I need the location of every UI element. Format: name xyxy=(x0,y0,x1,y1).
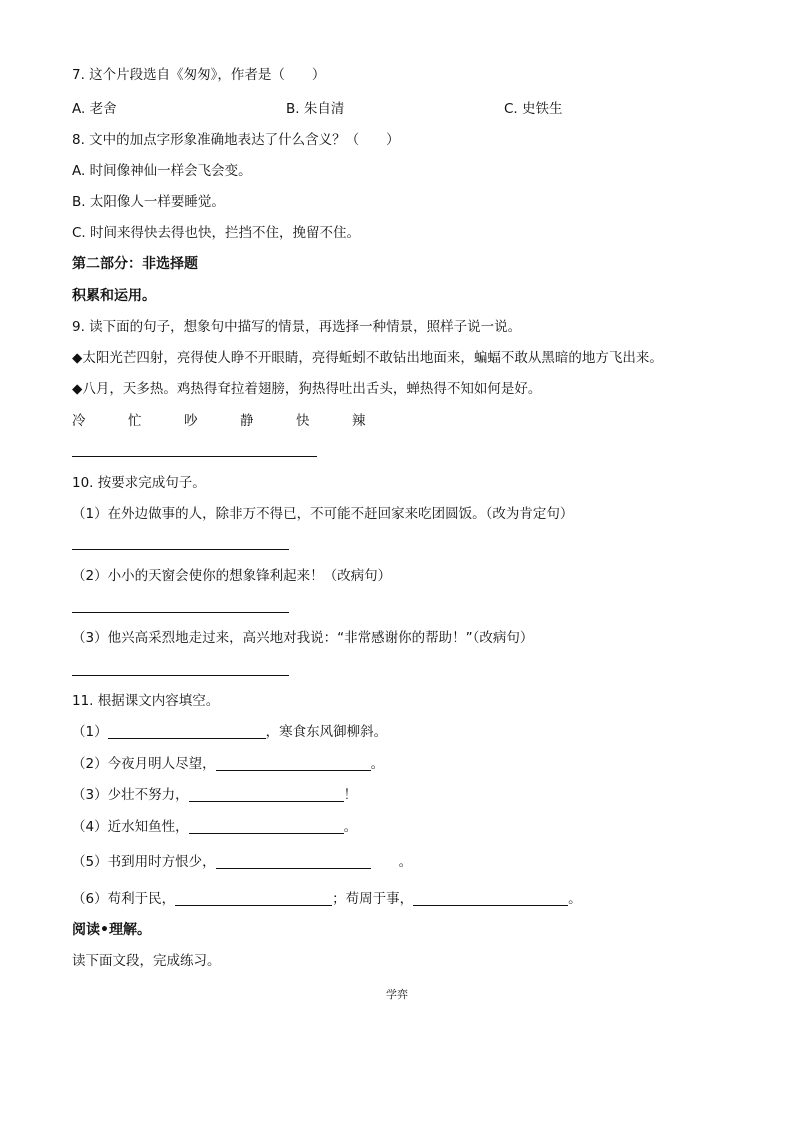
q9-word-la: 辣 xyxy=(352,413,366,429)
q11-line-2 xyxy=(72,755,384,773)
q9-word-mang: 忙 xyxy=(128,413,142,429)
q9-word-kuai: 快 xyxy=(296,413,310,429)
q8-option-c[interactable]: C. 时间来得快去得也快，拦挡不住，挽留不住。 xyxy=(72,225,361,241)
q11-blank-6a[interactable] xyxy=(175,891,332,906)
q7-stem: 7. 这个片段选自《匆匆》，作者是（ ） xyxy=(72,67,326,83)
section-jilei-title: 积累和运用。 xyxy=(72,288,156,304)
q11-line-1-suffix: ，寒食东风御柳斜。 xyxy=(265,724,388,740)
q11-blank-5[interactable] xyxy=(216,854,371,869)
q11-blank-2[interactable] xyxy=(216,756,371,771)
q10-answer-line-2[interactable] xyxy=(72,612,289,613)
q11-line-2-prefix: （2）今夜月明人尽望， xyxy=(72,756,216,772)
q7-option-a[interactable]: A. 老舍 xyxy=(72,101,117,117)
q11-line-5-suffix: 。 xyxy=(398,854,413,870)
q10-item-1: （1）在外边做事的人，除非万不得已，不可能不赶回家来吃团圆饭。（改为肯定句） xyxy=(72,506,574,522)
section-reading-title: 阅读•理解。 xyxy=(72,922,151,938)
page-footer-title: 学弈 xyxy=(386,988,408,1001)
q11-line-4-prefix: （4）近水知鱼性， xyxy=(72,819,189,835)
q7-option-c[interactable]: C. 史铁生 xyxy=(504,101,563,117)
q10-answer-line-1[interactable] xyxy=(72,549,289,550)
q11-line-6-mid: ；苟周于事， xyxy=(332,891,414,907)
section2-title: 第二部分：非选择题 xyxy=(72,256,198,272)
q8-option-a[interactable]: A. 时间像神仙一样会飞会变。 xyxy=(72,163,252,179)
q9-word-leng: 冷 xyxy=(72,413,86,429)
q8-option-b[interactable]: B. 太阳像人一样要睡觉。 xyxy=(72,194,225,210)
q9-word-chao: 吵 xyxy=(184,413,198,429)
q10-answer-line-3[interactable] xyxy=(72,675,289,676)
q10-item-3: （3）他兴高采烈地走过来，高兴地对我说：“非常感谢你的帮助！”（改病句） xyxy=(72,630,534,646)
q11-line-4-suffix: 。 xyxy=(343,819,358,835)
q9-word-jing: 静 xyxy=(240,413,254,429)
q9-example-2: ◆八月，天多热。鸡热得耷拉着翅膀，狗热得吐出舌头，蝉热得不知如何是好。 xyxy=(72,381,542,397)
reading-intro: 读下面文段，完成练习。 xyxy=(72,953,221,969)
q11-blank-6b[interactable] xyxy=(413,891,568,906)
q11-blank-4[interactable] xyxy=(189,819,344,834)
q11-line-6-prefix: （6）苟利于民， xyxy=(72,891,176,907)
q9-stem: 9. 读下面的句子，想象句中描写的情景，再选择一种情景，照样子说一说。 xyxy=(72,319,522,335)
q11-line-2-suffix: 。 xyxy=(370,756,385,772)
q11-blank-3[interactable] xyxy=(189,787,344,802)
q10-item-2: （2）小小的天窗会使你的想象锋利起来！（改病句） xyxy=(72,568,392,584)
q9-answer-line[interactable] xyxy=(72,456,317,457)
q11-line-5 xyxy=(72,853,412,871)
q11-line-6-suffix: 。 xyxy=(568,891,582,907)
q9-example-1: ◆太阳光芒四射，亮得使人睁不开眼睛，亮得蚯蚓不敢钻出地面来，蝙蝠不敢从黑暗的地方飞出来。 xyxy=(72,350,663,366)
q11-line-3-prefix: （3）少壮不努力， xyxy=(72,787,189,803)
q11-line-3 xyxy=(72,786,357,804)
q11-line-3-suffix: ！ xyxy=(343,787,358,803)
q10-stem: 10. 按要求完成句子。 xyxy=(72,475,206,491)
q11-line-4 xyxy=(72,818,357,836)
q11-line-1-prefix: （1） xyxy=(72,724,108,740)
q11-line-6 xyxy=(72,890,582,908)
q8-stem: 8. 文中的加点字形象准确地表达了什么含义？（ ） xyxy=(72,132,400,148)
q11-line-5-prefix: （5）书到用时方恨少， xyxy=(72,854,216,870)
q11-line-1 xyxy=(72,723,387,741)
q11-blank-1[interactable] xyxy=(108,724,266,739)
q11-stem: 11. 根据课文内容填空。 xyxy=(72,693,220,709)
q7-option-b[interactable]: B. 朱自清 xyxy=(286,101,345,117)
